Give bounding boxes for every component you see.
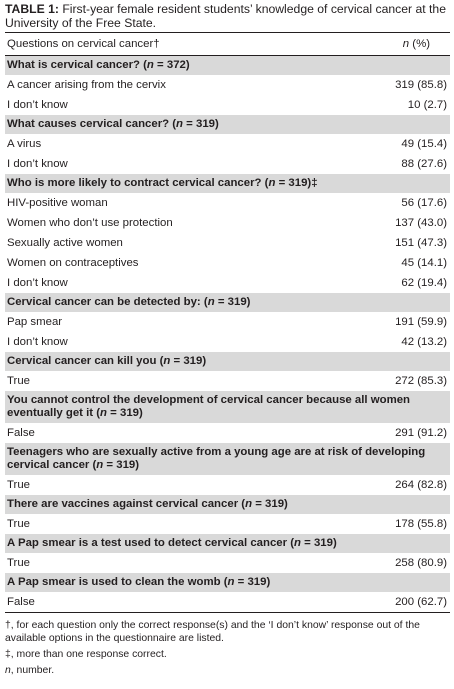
question-row bbox=[5, 293, 450, 312]
question-row bbox=[5, 56, 450, 76]
answer-text: A virus bbox=[7, 138, 42, 150]
header-n-pct: n (%) bbox=[355, 33, 450, 56]
answer-value: 191 (59.9) bbox=[395, 316, 447, 328]
answer-row bbox=[5, 553, 450, 573]
question-row bbox=[5, 352, 450, 371]
answer-text: I don’t know bbox=[7, 158, 68, 170]
answer-text: True bbox=[7, 375, 30, 387]
question-text: There are vaccines against cervical cancer (n = 319) bbox=[5, 495, 450, 514]
header-questions: Questions on cervical cancer† bbox=[5, 33, 355, 56]
answer-text: Women on contraceptives bbox=[7, 257, 139, 269]
answer-value: 319 (85.8) bbox=[395, 79, 447, 91]
answer-value: 56 (17.6) bbox=[401, 197, 447, 209]
answer-text: A cancer arising from the cervix bbox=[7, 79, 166, 91]
answer-text: True bbox=[7, 479, 30, 491]
answer-text: False bbox=[7, 427, 35, 439]
question-row bbox=[5, 115, 450, 134]
question-text: Teenagers who are sexually active from a young age are at risk of developing cervical cancer (n = 319) bbox=[5, 443, 450, 475]
header-row bbox=[5, 33, 450, 56]
knowledge-table bbox=[5, 32, 450, 613]
table-caption bbox=[5, 2, 450, 30]
answer-row bbox=[5, 273, 450, 293]
answer-value: 137 (43.0) bbox=[395, 217, 447, 229]
caption-label: TABLE 1: bbox=[5, 2, 59, 16]
question-text: Cervical cancer can kill you (n = 319) bbox=[5, 352, 450, 371]
answer-row bbox=[5, 75, 450, 95]
answer-value: 88 (27.6) bbox=[401, 158, 447, 170]
answer-row bbox=[5, 154, 450, 174]
caption-text: First-year female resident students’ knowledge of cervical cancer at the University of the Free State. bbox=[5, 2, 446, 30]
question-row bbox=[5, 573, 450, 592]
answer-text: Pap smear bbox=[7, 316, 63, 328]
answer-row bbox=[5, 592, 450, 613]
answer-text: HIV-positive woman bbox=[7, 197, 108, 209]
question-row bbox=[5, 443, 450, 475]
answer-value: 10 (2.7) bbox=[407, 99, 447, 111]
answer-text: False bbox=[5, 592, 355, 613]
note-n: n, number. bbox=[5, 665, 55, 676]
answer-value: 272 (85.3) bbox=[395, 375, 447, 387]
answer-text: True bbox=[7, 518, 30, 530]
table-body bbox=[5, 56, 450, 613]
answer-text: Sexually active women bbox=[7, 237, 123, 249]
note-dagger: †, for each question only the correct response(s) and the ‘I don’t know’ response out of the available options in the questionnaire are listed. bbox=[5, 620, 420, 644]
answer-row bbox=[5, 253, 450, 273]
answer-value: 258 (80.9) bbox=[395, 557, 447, 569]
answer-value: 178 (55.8) bbox=[395, 518, 447, 530]
answer-text: I don’t know bbox=[7, 277, 68, 289]
question-text: What causes cervical cancer? (n = 319) bbox=[5, 115, 450, 134]
table-notes bbox=[5, 619, 450, 677]
answer-value: 200 (62.7) bbox=[355, 592, 450, 613]
answer-value: 151 (47.3) bbox=[395, 237, 447, 249]
question-text: Cervical cancer can be detected by: (n = 319) bbox=[5, 293, 450, 312]
answer-row bbox=[5, 213, 450, 233]
answer-row bbox=[5, 514, 450, 534]
question-row bbox=[5, 495, 450, 514]
question-text: You cannot control the development of cervical cancer because all women eventually get it (n = 319) bbox=[5, 391, 450, 423]
question-text: Who is more likely to contract cervical cancer? (n = 319)‡ bbox=[5, 174, 450, 193]
answer-row bbox=[5, 134, 450, 154]
answer-row bbox=[5, 193, 450, 213]
answer-value: 49 (15.4) bbox=[401, 138, 447, 150]
answer-row bbox=[5, 423, 450, 443]
question-text: A Pap smear is a test used to detect cervical cancer (n = 319) bbox=[5, 534, 450, 553]
question-row bbox=[5, 174, 450, 193]
answer-row bbox=[5, 475, 450, 495]
answer-text: Women who don’t use protection bbox=[7, 217, 173, 229]
question-text: A Pap smear is used to clean the womb (n = 319) bbox=[5, 573, 450, 592]
answer-text: I don’t know bbox=[7, 99, 68, 111]
answer-text: True bbox=[7, 557, 30, 569]
answer-value: 264 (82.8) bbox=[395, 479, 447, 491]
answer-value: 291 (91.2) bbox=[395, 427, 447, 439]
answer-value: 42 (13.2) bbox=[401, 336, 447, 348]
answer-text: I don’t know bbox=[7, 336, 68, 348]
answer-row bbox=[5, 312, 450, 332]
answer-value: 45 (14.1) bbox=[401, 257, 447, 269]
answer-value: 62 (19.4) bbox=[401, 277, 447, 289]
answer-row bbox=[5, 332, 450, 352]
answer-row bbox=[5, 233, 450, 253]
answer-row bbox=[5, 95, 450, 115]
question-text: What is cervical cancer? (n = 372) bbox=[5, 56, 450, 76]
answer-row bbox=[5, 371, 450, 391]
question-row bbox=[5, 391, 450, 423]
note-double-dagger: ‡, more than one response correct. bbox=[5, 649, 167, 660]
question-row bbox=[5, 534, 450, 553]
